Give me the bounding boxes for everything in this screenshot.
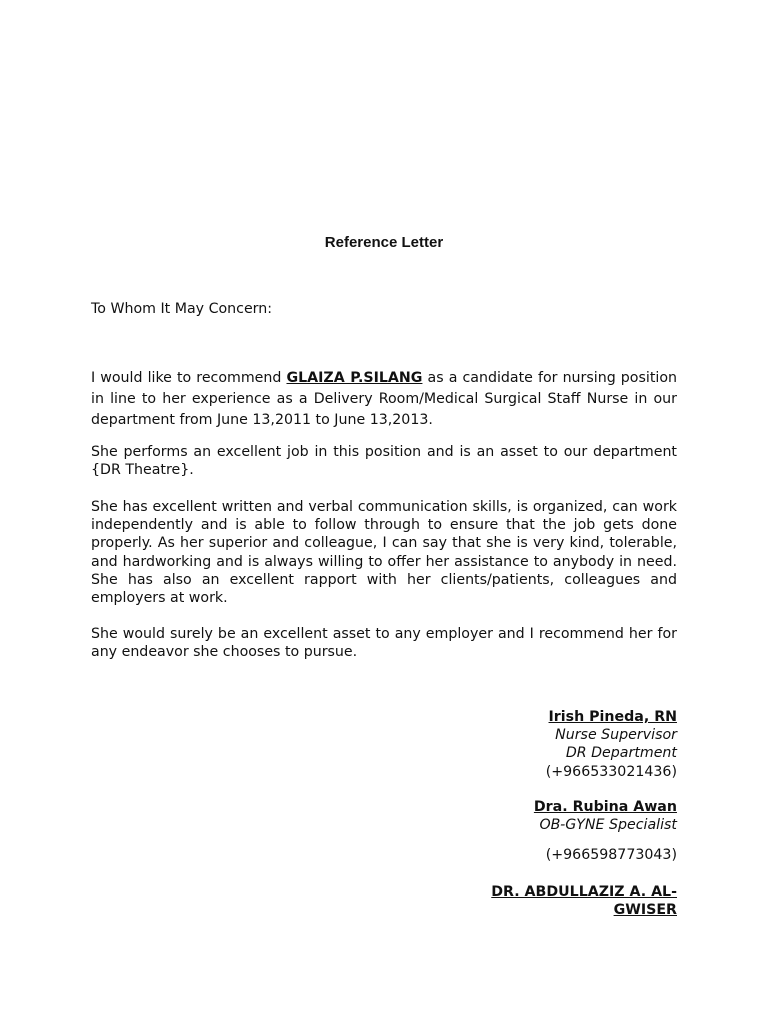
signatory-phone: (+966533021436) [545,763,677,780]
signatory-department: DR Department [565,745,677,762]
signatory-name: Dra. Rubina Awan [533,799,677,815]
candidate-name: GLAIZA P.SILANG [286,370,423,386]
letter-title: Reference Letter [324,234,444,251]
signatory-phone: (+966598773043) [545,847,677,864]
signatory-block [400,708,677,781]
signatory-block [440,883,677,919]
paragraph-recommendation-intro: I would like to recommend [91,370,287,386]
paragraph-closing: She would surely be an excellent asset to any employer and I recommend her for any endeavor she chooses to pursue. [91,626,677,661]
signatory-title: Nurse Supervisor [555,727,677,744]
signatory-name: Irish Pineda, RN [548,709,677,725]
paragraph-performance: She performs an excellent job in this position and is an asset to our department {DR Theatre}. [91,444,677,479]
paragraph-skills: She has excellent written and verbal communication skills, is organized, can work independently and is able to follow through to ensure that the job gets done properly. As her superior and colleague, I can say that she is very kind, tolerable, and hardworking and is always willing to offer her assistance to anybody in need. She has also an excellent rapport with her clients/patients, colleagues and employers at work. [91,499,677,607]
paragraph-recommendation-rest: as a candidate for nursing position in line to her experience as a Delivery Room/Medical Surgical Staff Nurse in our department from June 13,2011 to June 13,2013. [91,370,677,428]
paragraph-recommendation [91,368,677,431]
signatory-title: OB-GYNE Specialist [539,817,677,834]
signatory-name: DR. ABDULLAZIZ A. AL-GWISER [491,884,677,919]
salutation: To Whom It May Concern: [91,301,273,317]
signatory-block [400,798,677,865]
